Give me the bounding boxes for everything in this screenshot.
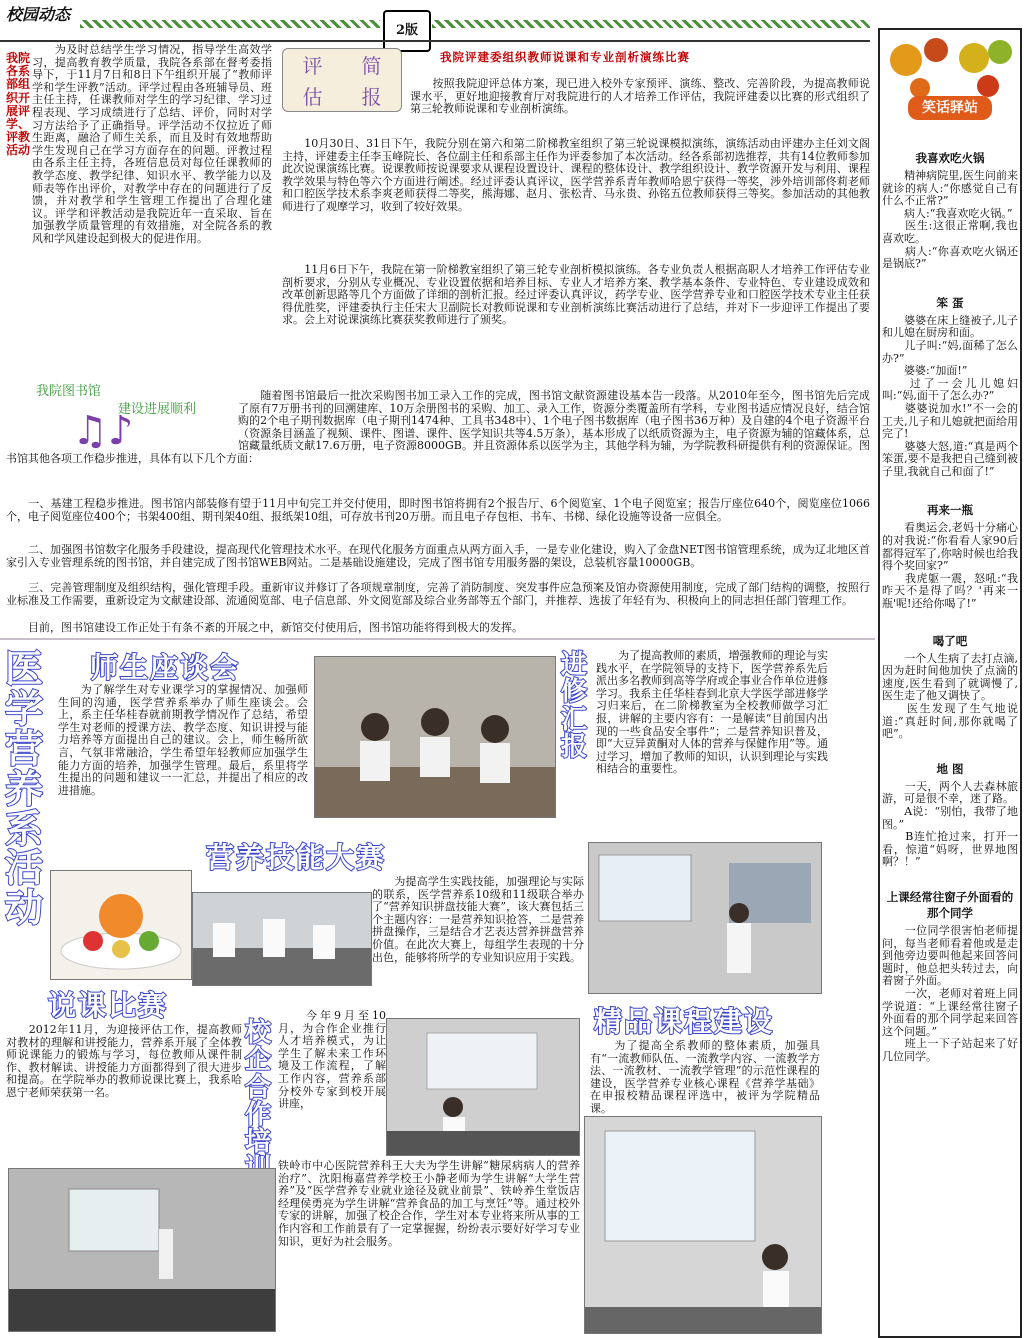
section-divider: [0, 638, 875, 640]
coop-photo: [386, 1018, 580, 1156]
joke5-title: 地 图: [936, 761, 964, 776]
study-body: 为了提高教师的素质，增强教师的理论与实践水平，在学院领导的支持下，医学营养系先后派出多名教师到高等学府或企事业合作单位进修学习。我系主任华桂春到北京大学医学部进修学习归来后，在二阶梯教室为全校教师做学习汇报，讲解的主要内容有：一是解读“目前国内出现的一些食品安全事件”；二是营养知识普及，即“大豆异黄酮对人体的营养与保健作用”等。通过学习，增加了教师的知识，认识到理论与实践相结合的重要性。: [596, 649, 828, 776]
sec2-p2: 10月30日、31日下午，我院分别在第六和第二阶梯教室组织了第三轮说课模拟演练，演练活动由评建办主任刘文阁主持，评建委主任李玉峰院长、各位副主任和系部主任作为评委参加了本次活动。经各系部初选推荐，共有14位教师参加此次说课演练比赛。说课教师按说课要求从课程设置设计、课程的整体设计、教学组织设计、教学资源开发与利用、课程教学效果与特色等六个方面进行阐述。经过评委认真评议，医学营养系青年教师哈恩宁获得一等奖，涉外培训部佟莉老师和口腔医学技术系李爽老师获得二等奖，熊海娜、赵月、张松青、马永贵、孙铭五位教师获得三等奖。参加活动的其他教师进行了观摩学习，收到了较好效果。: [282, 137, 870, 213]
dept-vertical-title: 医学营养系活动: [4, 647, 43, 931]
lecture-photo: [8, 1168, 276, 1332]
joke6-title: 上课经常往窗子外面看的那个同学: [886, 889, 1014, 920]
masthead-ornament-right: [432, 20, 870, 28]
joke1-title: 我喜欢吃火锅: [915, 151, 985, 165]
library-title-line1: 我院图书馆: [36, 384, 102, 399]
coop-body: 铁岭市中心医院营养科王大夫为学生讲解“糖尿病病人的营养治疗”、沈阳梅嘉营养学校王小静老师为学生讲解“大学生营养”及“医学营养专业就业途径及就业前景”、铁岭养生堂饭店经理侯勇亮为学生讲解“营养食品的加工与烹饪”等。通过校外专家的讲解，加强了校企合作，学生对本专业将来所从事的工作内容和工作前景有了一定掌握握，纷纷表示要好好学习专业知识，更好为社会服务。: [278, 1159, 580, 1248]
forum-heading: 师生座谈会: [90, 651, 241, 684]
library-p3: 二、加强图书馆数字化服务手段建设，提高现代化管理技术水平。在现代化服务方面重点从两方面入手，一是专业化建设，购入了金盘NET图书馆管理系统，成为辽北地区首家引入专业管理系统的图书馆，并自建完成了图书馆WEB网站。二是基础设施建设，完成了图书馆专用服务器的架设，总装机容量10000GB。: [6, 543, 870, 569]
contest-body: 为提高学生实践技能，加强理论与实际的联系，医学营养系10级和11级联合举办了“营养知识拼盘技能大赛”，该大赛包括三个主题内容：一是营养知识抢答，二是营养拼盘操作，三是结合才艺表达营养拼盘营养价值。在此次大赛上，每组学生表现的十分出色，能够将所学的专业知识应用于实践。: [372, 875, 584, 964]
top-rule: [0, 40, 870, 42]
course-heading: 精品课程建设: [594, 1005, 775, 1038]
course-photo: [584, 1116, 822, 1334]
joke2-body: 婆婆在床上缝被子,儿子和儿媳在厨房和面。 儿子叫:“妈,面稀了怎么办?” 婆婆:“加面!” 过了一会儿儿媳妇叫:“妈,面干了怎么办?” 婆婆说加水!”不一会的工夫,儿子和儿媳就把面给用完了! 婆婆大怒,道:“真是两个笨蛋,要不是我把自己缝到被子里,我就自己和面了!”: [882, 313, 1018, 478]
sec2-p3: 11月6日下午，我院在第一阶梯教室组织了第三轮专业剖析模拟演练。各专业负责人根据高职人才培养工作评估专业剖析要求，分别从专业概况、专业设置依据和培养目标、专业人才培养方案、教学基本条件、专业特色、专业建设成效和改革创新思路等几个方面做了详细的剖析汇报。经过评委认真评议，药学专业、医学营养专业和口腔医学技术专业主任获得优胜奖，评建委执行主任宋大卫副院长对教师说课和专业剖析演练比赛活动进行了总结，并对下一步迎评工作提出了要求。会上对说课演练比赛获奖教师进行了颁奖。: [282, 263, 870, 327]
course-body: 为了提高全系教师的整体素质，加强具有“一流教师队伍、一流教学内容、一流教学方法、一流教材、一流教学管理”的示范性课程的建设，医学营养专业核心课程《营养学基础》在申报校精品课程评选中，被评为学院精品课。: [590, 1039, 820, 1115]
badge-char-2: 简: [361, 54, 382, 78]
library-title-line2: 建设进展顺利: [118, 402, 197, 417]
forum-body: 为了解学生对专业课学习的掌握情况、加强师生间的沟通，医学营养系举办了师生座谈会。会上，系主任华桂春就前期教学情况作了总结，希望学生对老师的授课方法、教学态度、知识讲授与能力培养等方面提出自己的建议。会上，师生畅所欲言，气氛非常融洽，学生希望年轻教师应加强学生能力方面的培养，加强学生管理。最后，系里将学生提出的问题和建议一一汇总，并提出了相应的改进措施。: [58, 683, 308, 797]
joke5-body: 一天，两个人去森林旅游，可是很不幸，迷了路。 A说：“别怕，我带了地图。” B连忙抢过来，打开一看，惊道“妈呀，世界地图啊？！”: [882, 779, 1018, 869]
eval-report-badge: [282, 48, 402, 112]
library-p4: 三、完善管理制度及组织结构，强化管理手段。重新审议并修订了各项规章制度，完善了消防制度、突发事件应急预案及馆办资源使用制度，完成了部门结构的调整，按照行业标准及工作需要，重新设定为文献建设部、流通阅览部、电子信息部、外文阅览部及综合业务部等五个部门，并推荐、选拔了年轻有为、积极向上的同志担任部门管理工作。: [6, 581, 870, 607]
joke3-title: 再来一瓶: [927, 503, 973, 518]
library-p5: 目前，图书馆建设工作正处于有条不紊的开展之中，新馆交付使用后，图书馆功能将得到极大的发挥。: [6, 621, 523, 634]
joke4-body: 一个人生病了去打点滴,因为赶时间他加快了点滴的速度,医生看到了就调慢了,医生走了他又调快了。 医生发现了生气地说道:“真赶时间,那你就喝了吧”。: [882, 651, 1018, 741]
coop-heading: 校企合作培: [244, 1018, 271, 1158]
library-p1: 随着图书馆最后一批次采购图书加工录入工作的完成，图书馆文献资源建设基本告一段落。从2010年至今，图书馆先后完成了原有7万册书刊的回溯建库、10万余册图书的采购、加工、录入工作，资源分类覆盖所有学科，专业图书适应情况良好，结合馆购的2个电子期刊数据库（电子期刊1474种、工具书348中）、1个电子图书数据库（电子图书36万种）及自建的4个电子资源平台（资源条目涵盖了视频、课件、图谱、课件、医学知识共等4.5万条），基本形成了以纸质资源为主，电子资源为辅的馆藏体系，总馆藏量纸质文献17.6万册，电子资源8000GB。并且资源体系以医学为主，其他学科为辅，为学院教科研提供有利的资源保证。图书馆其他各项工作稳步推进，具体有以下几个方面：: [6, 389, 870, 465]
jokes-banner: 笑话驿站: [908, 96, 992, 120]
joke3-body: 看奥运会,老妈十分痛心的对我说:“你看看人家90后都得冠军了,你啥时候也给我得个奖回家?” 我虎躯一震，怒吼:“我昨天不是得了吗？'再来一瓶'呢!还给你喝了!”: [882, 521, 1018, 611]
issue-badge: 2版: [383, 10, 431, 52]
fruit-platter-photo: [50, 870, 192, 980]
contest-heading: 营养技能大赛: [206, 841, 387, 874]
sec1-vertical-title: 我院各系部组织开展评学、评教活动: [6, 51, 31, 158]
library-p2: 一、基建工程稳步推进。图书馆内部装修有望于11月中旬完工并交付使用，即时图书馆将拥有2个报告厅、6个阅览室、1个电子阅览室；报告厅座位640个，阅览座位1066个，电子阅览座位400个；书架400组、期刊架40组、报纸架10组，可存放书刊20万册。而且电子存包柜、书车、书梯、绿化设施等设备一应俱全。: [6, 497, 870, 523]
masthead-ornament-left: [80, 20, 380, 28]
joke1-body: 精神病院里,医生问前来就诊的病人:“你感觉自己有什么不正常?” 病人:“我喜欢吃火锅。” 医生:这很正常啊,我也喜欢吃。 病人:“你喜欢吃火锅还是锅底?”: [882, 169, 1018, 271]
sec2-p1: 按照我院迎评总体方案，现已进入校外专家预评、演练、整改、完善阶段，为提高教师说课水平，更好地迎接教育厅对我院进行的人才培养工作评估，我院评建委以比赛的形式组织了第三轮教师说课和专业剖析演练。: [410, 77, 870, 116]
sec2-title: 我院评建委组织教师说课和专业剖析演练比赛: [440, 50, 690, 64]
badge-char-4: 报: [361, 85, 382, 109]
coop-col: 今年9月至10月，为合作企业推行人才培养模式，为让学生了解未来工作环境及工作流程，了解工作内容，营养系部分校外专家到校开展讲座，: [278, 1009, 386, 1111]
forum-photo: [314, 656, 556, 818]
masthead-title: 校园动态: [6, 5, 71, 24]
music-notes-icon: ♫♪: [72, 408, 134, 454]
study-heading: 进修汇报: [560, 650, 587, 762]
joke6-body: 一位同学很害怕老师提问，每当老师看着他或是走到他旁边要叫他起来回答问题时，他总把头转过去，向着窗子外面。 一次，老师对着班上同学说道：“上课经常往窗子外面看的那个同学起来回答这个问题。” 班上一下子站起来了好几位同学。: [882, 923, 1018, 1063]
lecture-heading: 说课比赛: [48, 989, 169, 1022]
badge-char-3: 估: [302, 85, 323, 109]
joke2-title: 笨 蛋: [936, 295, 964, 310]
study-report-photo: [588, 842, 822, 994]
joke4-title: 喝了吧: [932, 633, 968, 648]
lecture-body: 2012年11月，为迎接评估工作，提高教师对教材的理解和讲授能力，营养系开展了全体教师说课能力的锻炼与学习，每位教师从课件制作、教材解读、讲授能力方面都得到了很大进步和提高。在学院举办的教师说课比赛上，我系哈恩宁老师荣获第一名。: [6, 1023, 242, 1099]
sec1-body: 为及时总结学生学习情况，指导学生高效学习，提高教育教学质量，我院各系部在督考委指导下，于11月7日和8日下午组织开展了“教师评学和学生评教”活动。评学过程由各班辅导员、班主任主持，任课教师对学生的学习纪律、学习过程表现、学习成绩进行了总结、评价，同时对学习方法给予了正确指导。评学活动不仅拉近了师生距离，融洽了师生关系，而且及时有效地帮助学生发现自己在学习方面存在的问题。评教过程由各系主任主持，各班信息员对每位任课教师的教学态度、教学纪律、知识水平、教学能力以及师表等作出评价，对教学中存在的问题进行了反馈，并对教学和学生管理工作提出了合理化建议。评学和评教活动是我院近年一直采取、旨在加强教学质量管理的有效措施，对全院各系的教风和学风建设起到极大的促进作用。: [32, 43, 272, 245]
contest-photo: [192, 892, 372, 986]
badge-char-1: 评: [302, 54, 323, 78]
jokes-sidebar: [878, 28, 1022, 1338]
